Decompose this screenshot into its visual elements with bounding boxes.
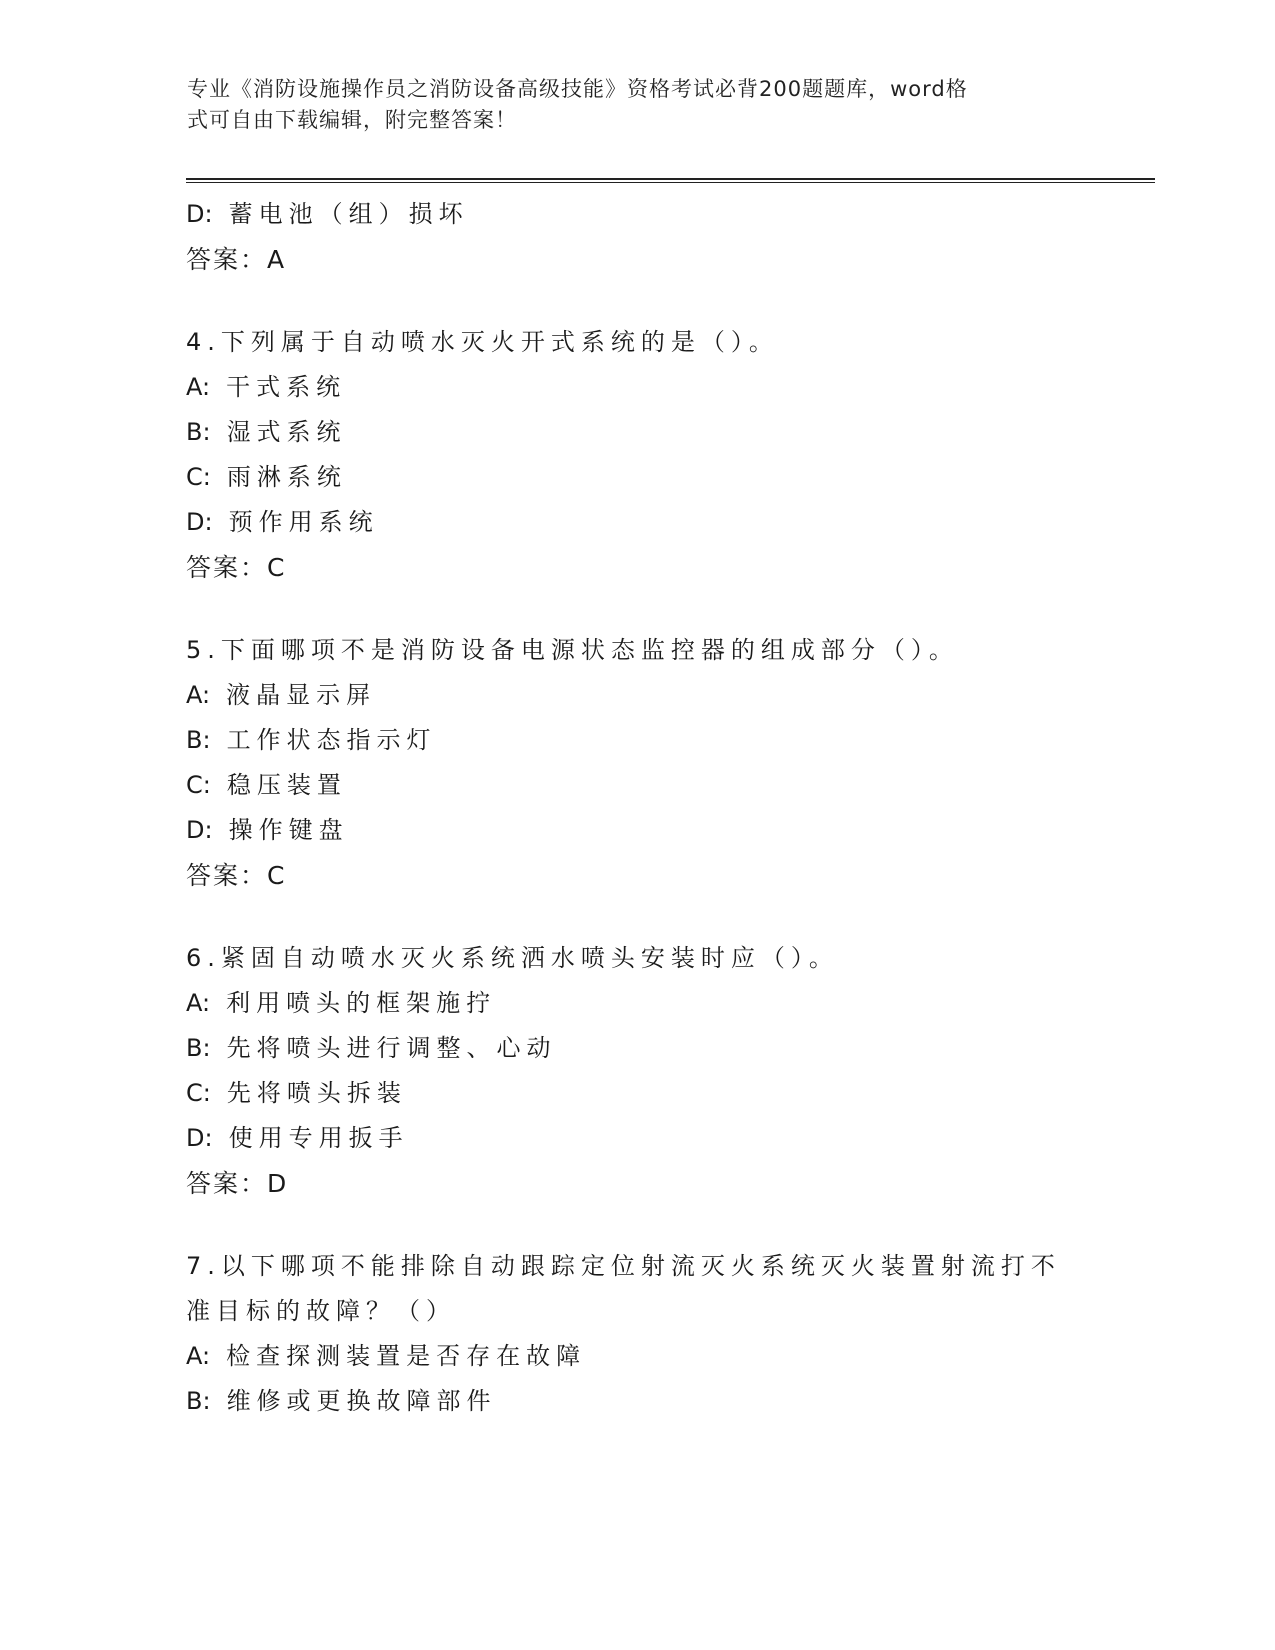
question-4	[186, 320, 1156, 590]
option-d	[186, 500, 1156, 545]
question-stem: 7.以下哪项不能排除自动跟踪定位射流灭火系统灭火装置射流打不准目标的故障？（）	[186, 1252, 1061, 1325]
option-text: 湿式系统	[226, 418, 347, 446]
answer-line	[186, 545, 1156, 590]
option-text: 检查探测装置是否存在故障	[226, 1342, 587, 1370]
option-key: C:	[186, 771, 211, 799]
option-a	[186, 365, 1156, 410]
option-text: 先将喷头进行调整、心动	[226, 1034, 557, 1062]
option-key: D:	[186, 816, 213, 844]
header-divider	[186, 178, 1155, 183]
option-key: C:	[186, 463, 211, 491]
answer-label: 答案：	[186, 1169, 268, 1198]
answer-value: D	[267, 1169, 289, 1198]
answer-label: 答案：	[186, 245, 268, 274]
question-stem: 4.下列属于自动喷水灭火开式系统的是（）。	[186, 328, 779, 356]
option-b	[186, 1379, 1156, 1424]
option-text: 液晶显示屏	[226, 681, 377, 709]
option-key: D:	[186, 508, 213, 536]
option-d	[186, 1116, 1156, 1161]
option-text: 先将喷头拆装	[226, 1079, 407, 1107]
answer-label: 答案：	[186, 861, 268, 890]
option-a	[186, 1334, 1156, 1379]
question-stem: 6.紧固自动喷水灭火系统洒水喷头安装时应（）。	[186, 944, 839, 972]
option-b	[186, 410, 1156, 455]
option-text: 使用专用扳手	[228, 1124, 409, 1152]
option-key: A:	[186, 1342, 211, 1370]
option-b	[186, 718, 1156, 763]
answer-line	[186, 1161, 1156, 1206]
option-key: B:	[186, 726, 211, 754]
header-line-2: 式可自由下载编辑，附完整答案！	[187, 108, 517, 132]
option-key: B:	[186, 418, 211, 446]
option-d-carryover	[186, 192, 1156, 237]
option-a	[186, 981, 1156, 1026]
option-key: D:	[186, 200, 213, 228]
option-key: B:	[186, 1387, 211, 1415]
option-text: 稳压装置	[226, 771, 347, 799]
option-text: 干式系统	[226, 373, 347, 401]
option-key: A:	[186, 373, 211, 401]
option-c	[186, 1071, 1156, 1116]
option-c	[186, 763, 1156, 808]
option-text: 蓄电池（组）损坏	[228, 200, 469, 228]
answer-value: C	[267, 861, 287, 890]
option-key: D:	[186, 1124, 213, 1152]
answer-line	[186, 853, 1156, 898]
answer-value: C	[267, 553, 287, 582]
answer-line	[186, 237, 1156, 282]
question-5	[186, 628, 1156, 898]
option-d	[186, 808, 1156, 853]
option-key: C:	[186, 1079, 211, 1107]
option-b	[186, 1026, 1156, 1071]
option-text: 利用喷头的框架施拧	[226, 989, 497, 1017]
option-key: B:	[186, 1034, 211, 1062]
option-text: 操作键盘	[228, 816, 349, 844]
question-stem: 5.下面哪项不是消防设备电源状态监控器的组成部分（）。	[186, 636, 959, 664]
answer-label: 答案：	[186, 553, 268, 582]
option-text: 雨淋系统	[226, 463, 347, 491]
option-key: A:	[186, 989, 211, 1017]
option-text: 预作用系统	[228, 508, 379, 536]
document-header	[187, 74, 1087, 136]
option-key: A:	[186, 681, 211, 709]
question-6	[186, 936, 1156, 1206]
question-7	[186, 1244, 1156, 1424]
option-c	[186, 455, 1156, 500]
option-text: 维修或更换故障部件	[226, 1387, 497, 1415]
header-line-1: 专业《消防设施操作员之消防设备高级技能》资格考试必背200题题库，word格	[187, 77, 968, 101]
option-text: 工作状态指示灯	[226, 726, 437, 754]
question-list	[186, 192, 1156, 1424]
answer-value: A	[267, 245, 287, 274]
option-a	[186, 673, 1156, 718]
